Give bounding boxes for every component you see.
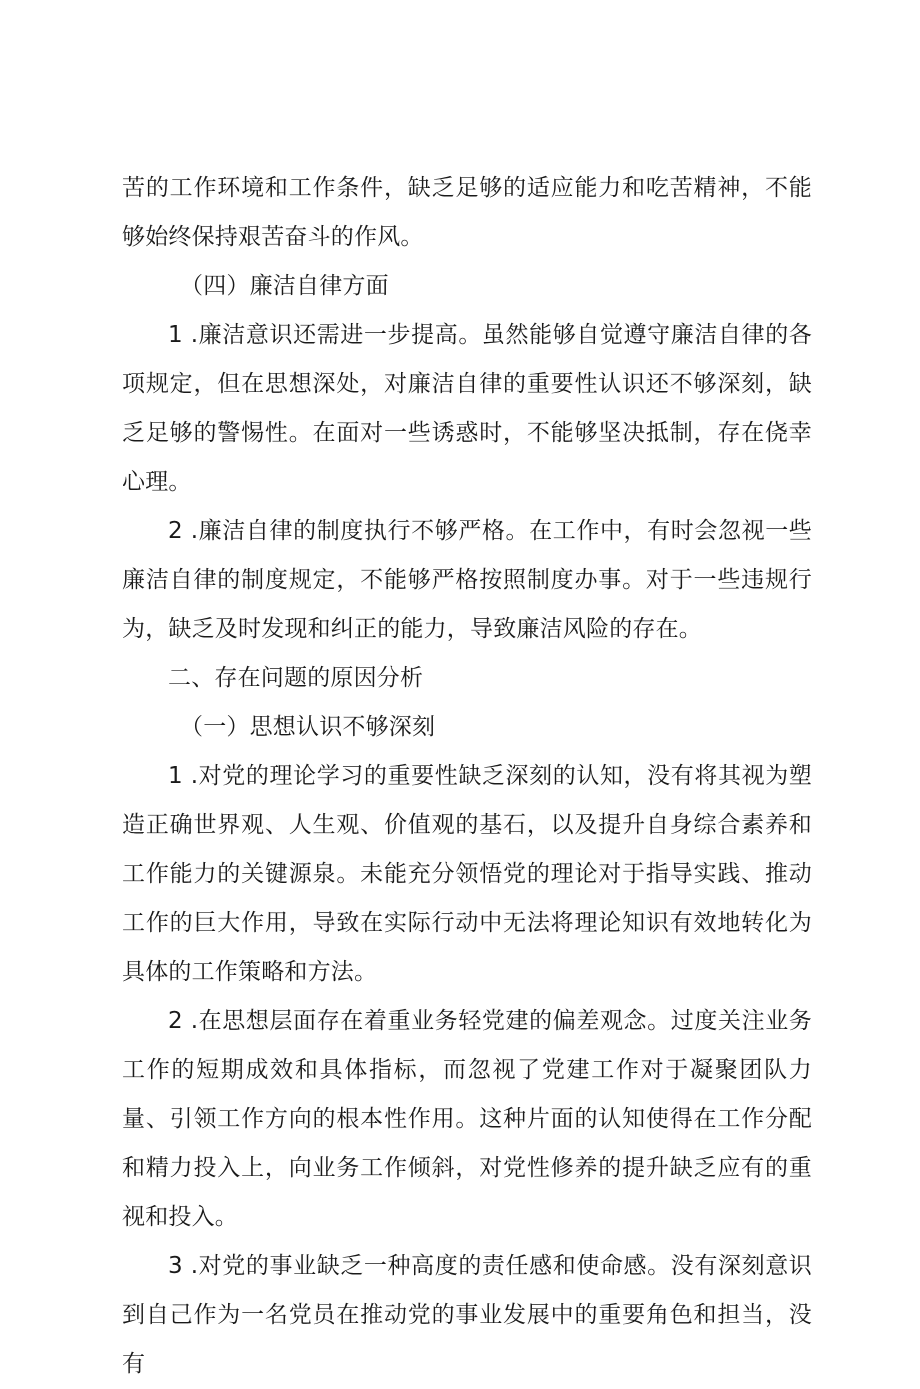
list-item-paragraph: 3 .对党的事业缺乏一种高度的责任感和使命感。没有深刻意识到自己作为一名党员在推动党的事业发展中的重要角色和担当，没有 bbox=[122, 1253, 812, 1377]
document-body bbox=[122, 164, 812, 1389]
section-subheading-lianjie: （四）廉洁自律方面 bbox=[180, 273, 389, 299]
section-subheading-thinking: （一）思想认识不够深刻 bbox=[180, 714, 436, 740]
paragraph-continuation: 苦的工作环境和工作条件，缺乏足够的适应能力和吃苦精神，不能够始终保持艰苦奋斗的作风。 bbox=[122, 175, 812, 250]
list-item-paragraph: 1 .廉洁意识还需进一步提高。虽然能够自觉遵守廉洁自律的各项规定，但在思想深处，对廉洁自律的重要性认识还不够深刻，缺乏足够的警惕性。在面对一些诱惑时，不能够坚决抵制，存在侥幸心理。 bbox=[122, 322, 812, 495]
list-item-paragraph: 2 .廉洁自律的制度执行不够严格。在工作中，有时会忽视一些廉洁自律的制度规定，不能够严格按照制度办事。对于一些违规行为，缺乏及时发现和纠正的能力，导致廉洁风险的存在。 bbox=[122, 518, 812, 642]
list-item-paragraph: 2 .在思想层面存在着重业务轻党建的偏差观念。过度关注业务工作的短期成效和具体指标，而忽视了党建工作对于凝聚团队力量、引领工作方向的根本性作用。这种片面的认知使得在工作分配和精力投入上，向业务工作倾斜，对党性修养的提升缺乏应有的重视和投入。 bbox=[122, 1008, 812, 1230]
section-heading-cause-analysis: 二、存在问题的原因分析 bbox=[168, 665, 424, 691]
list-item-paragraph: 1 .对党的理论学习的重要性缺乏深刻的认知，没有将其视为塑造正确世界观、人生观、价值观的基石，以及提升自身综合素养和工作能力的关键源泉。未能充分领悟党的理论对于指导实践、推动工作的巨大作用，导致在实际行动中无法将理论知识有效地转化为具体的工作策略和方法。 bbox=[122, 763, 812, 985]
